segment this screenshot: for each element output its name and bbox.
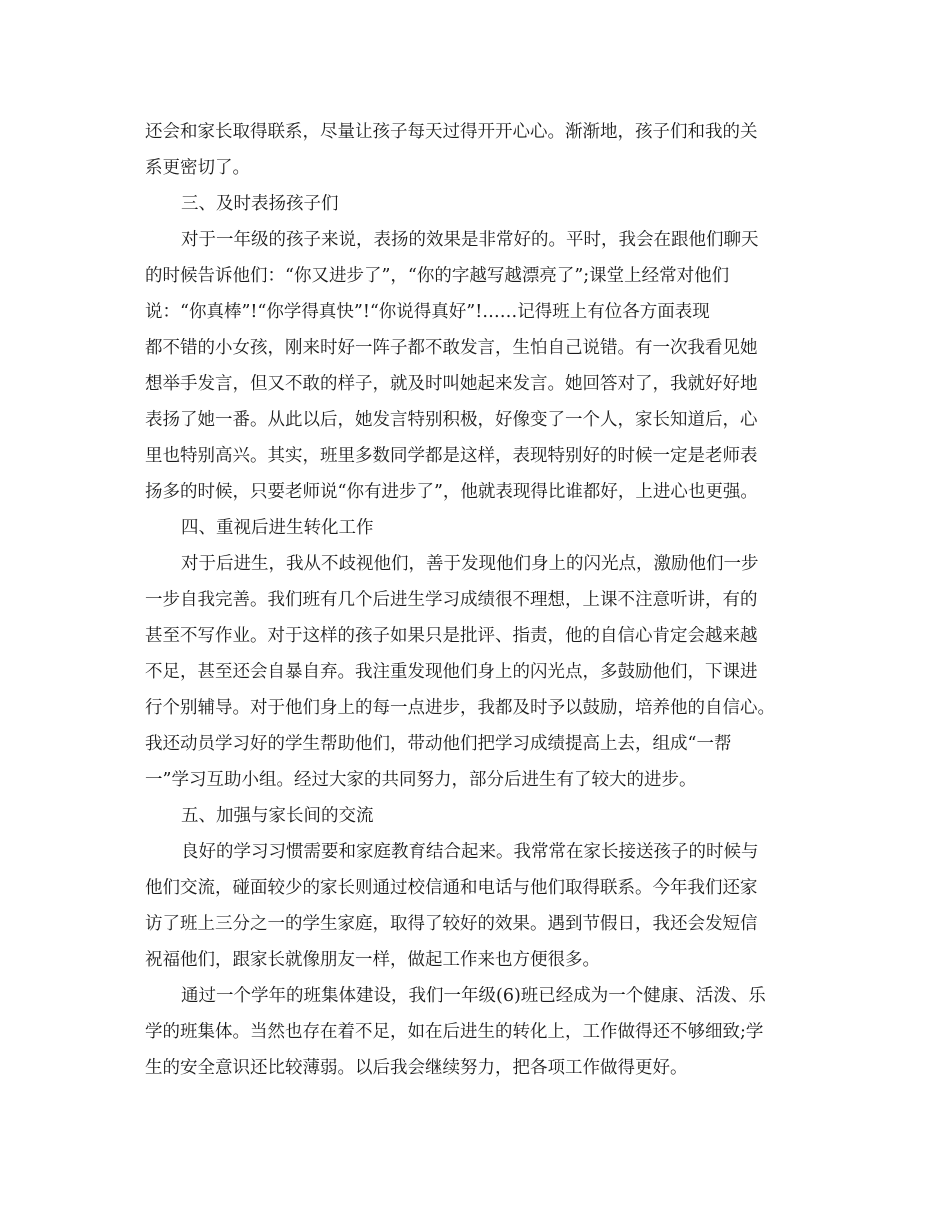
text-line: 甚至不写作业。对于这样的孩子如果只是批评、指责，他的自信心肯定会越来越	[145, 626, 758, 646]
text-line: 不足，甚至还会自暴自弃。我注重发现他们身上的闪光点，多鼓励他们，下课进	[145, 662, 758, 682]
text-line: 生的安全意识还比较薄弱。以后我会继续努力，把各项工作做得更好。	[145, 1058, 688, 1078]
text-line: 的时候告诉他们：“你又进步了”，“你的字越写越漂亮了”;课堂上经常对他们	[145, 266, 730, 286]
text-line: 一”学习互助小组。经过大家的共同努力，部分后进生有了较大的进步。	[145, 770, 697, 790]
text-line: 学的班集体。当然也存在着不足，如在后进生的转化上，工作做得还不够细致;学	[145, 1022, 764, 1042]
document-body	[145, 114, 807, 1086]
text-line: 想举手发言，但又不敢的样子，就及时叫她起来发言。她回答对了，我就好好地	[145, 374, 758, 394]
paragraph-start-line: 良好的学习习惯需要和家庭教育结合起来。我常常在家长接送孩子的时候与	[181, 842, 759, 862]
text-line: 表扬了她一番。从此以后，她发言特别积极，好像变了一个人，家长知道后，心	[145, 410, 758, 430]
text-line: 一步自我完善。我们班有几个后进生学习成绩很不理想，上课不注意听讲，有的	[145, 590, 758, 610]
paragraph-start-line: 三、及时表扬孩子们	[181, 194, 339, 214]
text-line: 都不错的小女孩，刚来时好一阵子都不敢发言，生怕自己说错。有一次我看见她	[145, 338, 758, 358]
text-line: 我还动员学习好的学生帮助他们，带动他们把学习成绩提高上去，组成“一帮	[145, 734, 732, 754]
paragraph-start-line: 对于一年级的孩子来说，表扬的效果是非常好的。平时，我会在跟他们聊天	[181, 230, 759, 250]
text-line: 访了班上三分之一的学生家庭，取得了较好的效果。遇到节假日，我还会发短信	[145, 914, 758, 934]
paragraph-start-line: 四、重视后进生转化工作	[181, 518, 374, 538]
text-line: 祝福他们，跟家长就像朋友一样，做起工作来也方便很多。	[145, 950, 600, 970]
text-line: 里也特别高兴。其实，班里多数同学都是这样，表现特别好的时候一定是老师表	[145, 446, 758, 466]
text-line: 还会和家长取得联系，尽量让孩子每天过得开开心心。渐渐地，孩子们和我的关	[145, 122, 758, 142]
text-line: 他们交流，碰面较少的家长则通过校信通和电话与他们取得联系。今年我们还家	[145, 878, 758, 898]
paragraph-start-line: 五、加强与家长间的交流	[181, 806, 374, 826]
text-line: 说：“你真棒”!“你学得真快”!“你说得真好”!……记得班上有位各方面表现	[145, 302, 710, 322]
text-line: 行个别辅导。对于他们身上的每一点进步，我都及时予以鼓励，培养他的自信心。	[145, 698, 775, 718]
text-line: 系更密切了。	[145, 158, 250, 178]
text-line: 扬多的时候，只要老师说“你有进步了”，他就表现得比谁都好，上进心也更强。	[145, 482, 758, 502]
paragraph-start-line: 通过一个学年的班集体建设，我们一年级(6)班已经成为一个健康、活泼、乐	[181, 986, 766, 1006]
paragraph-start-line: 对于后进生，我从不歧视他们，善于发现他们身上的闪光点，激励他们一步	[181, 554, 759, 574]
